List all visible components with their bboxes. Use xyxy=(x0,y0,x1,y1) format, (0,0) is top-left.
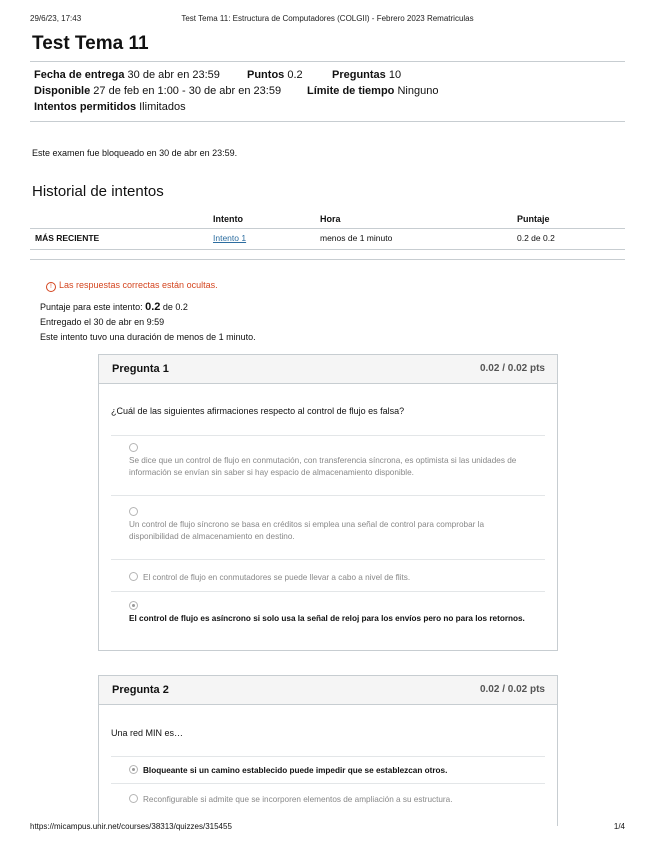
option-divider xyxy=(111,495,545,496)
attempt-history-table xyxy=(30,210,625,250)
question-points: 0.02 / 0.02 pts xyxy=(479,684,545,695)
header-attempt: Intento xyxy=(213,214,243,224)
hidden-answers-warning xyxy=(46,280,218,292)
print-header xyxy=(30,14,625,28)
attempt-score-block xyxy=(40,300,256,345)
divider xyxy=(30,121,625,122)
points xyxy=(247,69,303,81)
available-value: 27 de feb en 1:00 - 30 de abr en 23:59 xyxy=(93,85,282,97)
score-prefix: Puntaje para este intento: xyxy=(40,302,143,312)
quiz-meta-row-2 xyxy=(34,85,624,99)
quiz-meta-row-3 xyxy=(34,101,624,115)
print-footer xyxy=(30,822,625,831)
warning-icon: ! xyxy=(46,282,56,292)
due-date-value: 30 de abr en 23:59 xyxy=(127,69,220,81)
option-divider xyxy=(111,756,545,757)
radio-button-selected[interactable] xyxy=(129,601,138,610)
option-divider xyxy=(111,435,545,436)
question-title: Pregunta 1 xyxy=(112,363,169,375)
option-text: El control de flujo es asíncrono si solo usa la señal de reloj para los envíos pero no para los retornos. xyxy=(129,614,525,623)
row-score: 0.2 de 0.2 xyxy=(517,233,555,243)
question-text: ¿Cuál de las siguientes afirmaciones respecto al control de flujo es falsa? xyxy=(111,406,405,416)
warning-text: Las respuestas correctas están ocultas. xyxy=(59,280,218,290)
score-value: 0.2 xyxy=(145,301,161,313)
points-value: 0.2 xyxy=(287,69,303,81)
option-divider xyxy=(111,591,545,592)
question-text: Una red MIN es… xyxy=(111,728,184,738)
questions-value: 10 xyxy=(388,69,402,81)
option-text: Bloqueante si un camino establecido puede impedir que se establezcan otros. xyxy=(143,766,448,775)
question-title: Pregunta 2 xyxy=(112,684,169,696)
header-score: Puntaje xyxy=(517,214,550,224)
question-card-2 xyxy=(98,675,558,826)
option-divider xyxy=(111,559,545,560)
answer-option[interactable] xyxy=(129,507,533,543)
answer-option[interactable] xyxy=(129,572,533,584)
history-title: Historial de intentos xyxy=(32,183,164,200)
header-time: Hora xyxy=(320,214,341,224)
allowed-attempts-label: Intentos permitidos xyxy=(34,101,137,113)
print-title: Test Tema 11: Estructura de Computadores (COLGII) - Febrero 2023 Rematriculas xyxy=(181,14,474,23)
radio-button[interactable] xyxy=(129,794,138,803)
radio-button[interactable] xyxy=(129,443,138,452)
question-header xyxy=(99,355,557,384)
page-title: Test Tema 11 xyxy=(32,33,149,54)
lock-note: Este examen fue bloqueado en 30 de abr en 23:59. xyxy=(32,148,238,158)
row-time: menos de 1 minuto xyxy=(320,233,393,243)
radio-button[interactable] xyxy=(129,507,138,516)
option-text: El control de flujo en conmutadores se puede llevar a cabo a nivel de flits. xyxy=(143,573,411,582)
time-limit xyxy=(307,85,438,97)
quiz-meta-row-1 xyxy=(34,69,624,83)
available-label: Disponible xyxy=(34,85,91,97)
points-label: Puntos xyxy=(247,69,285,81)
option-text: Reconfigurable si admite que se incorporen elementos de ampliación a su estructura. xyxy=(143,795,453,804)
time-limit-value: Ninguno xyxy=(397,85,439,97)
divider xyxy=(30,61,625,62)
attempt-link[interactable]: Intento 1 xyxy=(213,233,247,243)
radio-button-selected[interactable] xyxy=(129,765,138,774)
radio-button[interactable] xyxy=(129,572,138,581)
due-date-label: Fecha de entrega xyxy=(34,69,125,81)
row-label: MÁS RECIENTE xyxy=(35,233,100,243)
question-card-1 xyxy=(98,354,558,651)
option-text: Un control de flujo síncrono se basa en créditos si emplea una señal de control para comprobar la disponibilidad de almacenamiento en destino. xyxy=(129,520,484,541)
submitted-line: Entregado el 30 de abr en 9:59 xyxy=(40,317,165,327)
available xyxy=(34,85,281,97)
print-url: https://micampus.unir.net/courses/38313/quizzes/315455 xyxy=(30,822,232,831)
table-header xyxy=(30,210,625,229)
print-date: 29/6/23, 17:43 xyxy=(30,14,82,23)
question-points: 0.02 / 0.02 pts xyxy=(479,363,545,374)
option-text: Se dice que un control de flujo en conmutación, con transferencia síncrona, es optimista si las unidades de información se envían sin saber si hay espacio de almacenamiento disponible. xyxy=(129,456,517,477)
time-limit-label: Límite de tiempo xyxy=(307,85,395,97)
answer-option-selected[interactable] xyxy=(129,765,533,777)
questions-label: Preguntas xyxy=(332,69,386,81)
answer-option[interactable] xyxy=(129,443,533,479)
questions-count xyxy=(332,69,401,81)
score-line xyxy=(40,300,256,315)
table-row xyxy=(30,229,625,250)
answer-option-selected[interactable] xyxy=(129,601,533,625)
divider xyxy=(30,259,625,260)
due-date xyxy=(34,69,220,81)
page-number: 1/4 xyxy=(613,822,625,831)
answer-option[interactable] xyxy=(129,794,533,806)
question-header xyxy=(99,676,557,705)
option-divider xyxy=(111,783,545,784)
allowed-attempts xyxy=(34,101,186,113)
score-suffix: de 0.2 xyxy=(162,302,188,312)
duration-line: Este intento tuvo una duración de menos de 1 minuto. xyxy=(40,332,256,342)
allowed-attempts-value: Ilimitados xyxy=(139,101,186,113)
